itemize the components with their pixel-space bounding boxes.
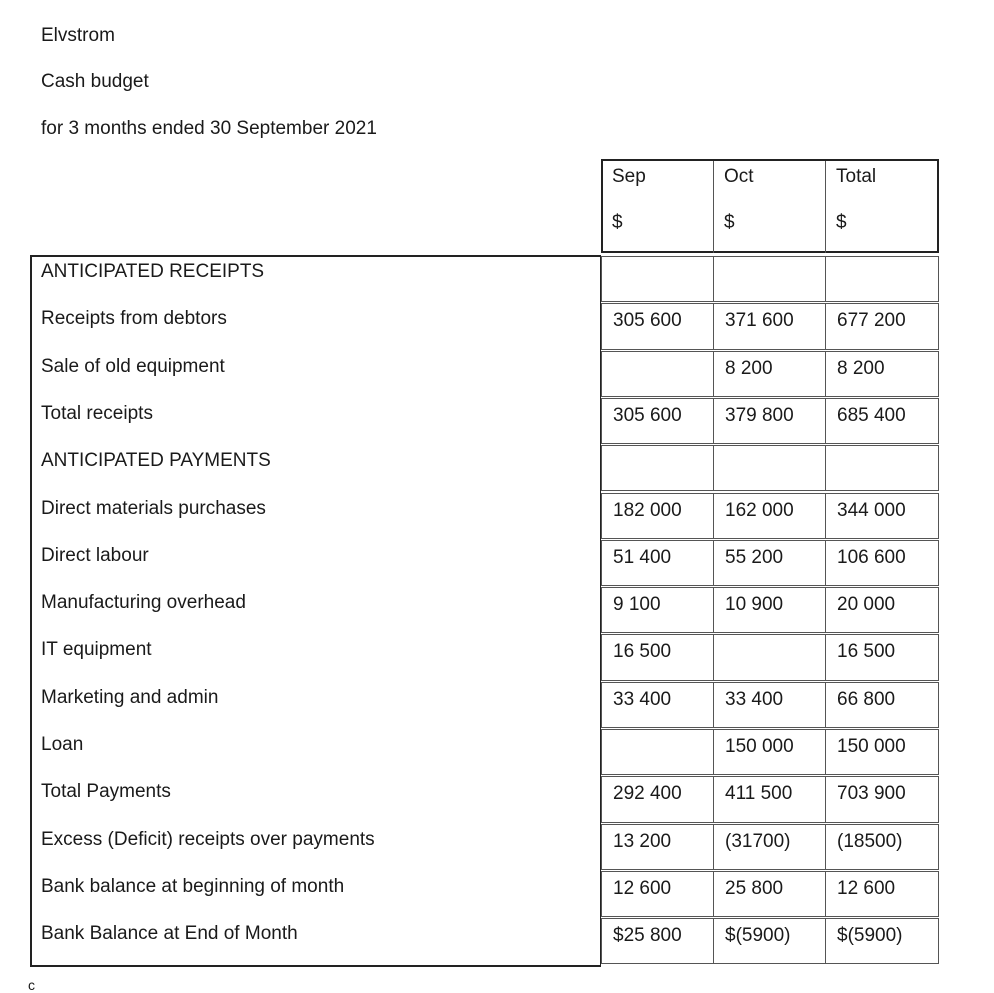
column-header-oct: Oct [724,166,754,187]
value-cell: 16 500 [601,634,714,680]
value-cell: 292 400 [601,776,714,822]
row-label: ANTICIPATED RECEIPTS [41,261,265,282]
value-cell: 677 200 [825,303,939,349]
value-cell: 371 600 [713,303,826,349]
value-cell: 685 400 [825,398,939,444]
value-cell: 150 000 [713,729,826,775]
value-cell: 20 000 [825,587,939,633]
value-cell: 8 200 [825,351,939,397]
row-label: Bank balance at beginning of month [41,875,345,897]
value-cell: 33 400 [601,682,714,728]
value-cell: 106 600 [825,540,939,586]
header-divider [713,161,714,253]
value-cell [825,256,939,302]
value-cell [601,729,714,775]
value-cell: 55 200 [713,540,826,586]
value-cell: 12 600 [825,871,939,917]
period-subtitle: for 3 months ended 30 September 2021 [41,118,377,139]
row-label: Bank Balance at End of Month [41,923,298,945]
value-cell: 25 800 [713,871,826,917]
row-label: Total Payments [41,781,171,803]
value-cell: 66 800 [825,682,939,728]
row-label: Direct materials purchases [41,497,266,519]
row-label: IT equipment [41,639,152,661]
column-header-box [601,159,939,253]
column-unit-sep: $ [612,212,623,233]
value-cell: 305 600 [601,398,714,444]
value-cell [713,634,826,680]
document-title: Cash budget [41,71,149,92]
value-cell: 9 100 [601,587,714,633]
value-cell [713,256,826,302]
value-cell: 305 600 [601,303,714,349]
value-cell: 703 900 [825,776,939,822]
stray-mark: c [28,977,35,993]
value-cell: $25 800 [601,918,714,964]
row-label: Receipts from debtors [41,308,227,330]
column-unit-total: $ [836,212,847,233]
value-cell: 12 600 [601,871,714,917]
value-cell: 379 800 [713,398,826,444]
value-cell: 10 900 [713,587,826,633]
value-cell: (31700) [713,824,826,870]
row-label: Marketing and admin [41,686,219,708]
value-cell: 33 400 [713,682,826,728]
value-cell [825,445,939,491]
value-cell: 344 000 [825,493,939,539]
value-cell: 411 500 [713,776,826,822]
value-cell [713,445,826,491]
row-label: Loan [41,734,84,755]
company-name: Elvstrom [41,25,115,46]
value-cell: $(5900) [713,918,826,964]
column-header-sep: Sep [612,166,646,187]
row-label: Total receipts [41,402,153,424]
row-label: Direct labour [41,544,149,566]
value-cell: 8 200 [713,351,826,397]
column-unit-oct: $ [724,212,735,233]
value-cell: 150 000 [825,729,939,775]
row-label: Sale of old equipment [41,355,225,377]
value-cell: 162 000 [713,493,826,539]
row-label: Excess (Deficit) receipts over payments [41,828,375,850]
value-cell [601,445,714,491]
value-cell: (18500) [825,824,939,870]
value-cell [601,351,714,397]
row-label: ANTICIPATED PAYMENTS [41,450,271,472]
value-cell: 16 500 [825,634,939,680]
value-cell: 13 200 [601,824,714,870]
row-label: Manufacturing overhead [41,592,246,614]
column-header-total: Total [836,166,877,187]
header-divider [825,161,826,253]
value-cell: 182 000 [601,493,714,539]
value-cell: $(5900) [825,918,939,964]
value-cell [601,256,714,302]
value-cell: 51 400 [601,540,714,586]
